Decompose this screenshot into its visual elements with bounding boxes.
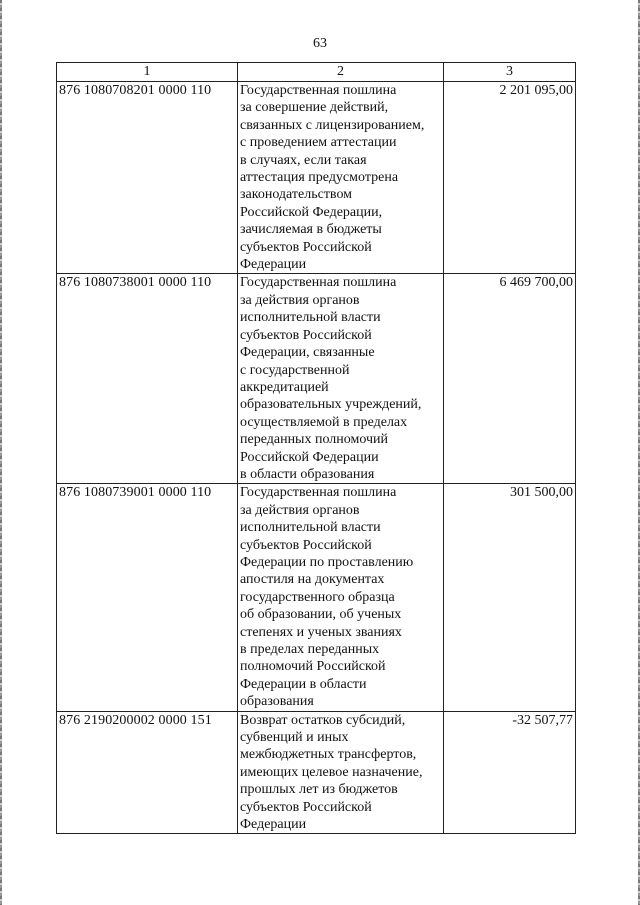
row-code: 876 1080708201 0000 110 bbox=[57, 82, 238, 274]
table-row bbox=[57, 274, 576, 484]
column-header-3: 3 bbox=[444, 63, 576, 82]
scan-edge-left bbox=[0, 0, 2, 905]
row-amount: 2 201 095,00 bbox=[444, 82, 576, 274]
row-amount: 301 500,00 bbox=[444, 484, 576, 711]
table-header-row bbox=[57, 63, 576, 82]
row-amount: -32 507,77 bbox=[444, 711, 576, 834]
row-code: 876 1080739001 0000 110 bbox=[57, 484, 238, 711]
row-code: 876 1080738001 0000 110 bbox=[57, 274, 238, 484]
row-name: Возврат остатков субсидий, субвенций и иных межбюджетных трансфертов, имеющих целевое назначение, прошлых лет из бюджетов субъектов Российской Федерации bbox=[238, 711, 444, 834]
table-row bbox=[57, 82, 576, 274]
column-header-2: 2 bbox=[238, 63, 444, 82]
table-row bbox=[57, 484, 576, 711]
column-header-1: 1 bbox=[57, 63, 238, 82]
row-name: Государственная пошлина за совершение действий, связанных с лицензированием, с проведением аттестации в случаях, если такая аттестация предусмотрена законодательством Российской Федерации, зачисляемая в бюджеты субъектов Российской Федерации bbox=[238, 82, 444, 274]
page-number: 63 bbox=[313, 36, 327, 51]
row-code: 876 2190200002 0000 151 bbox=[57, 711, 238, 834]
row-name: Государственная пошлина за действия органов исполнительной власти субъектов Российской Федерации по проставлению апостиля на документах государственного образца об образовании, об ученых степенях и ученых званиях в пределах переданных полномочий Российской Федерации в области образования bbox=[238, 484, 444, 711]
budget-table bbox=[56, 62, 576, 834]
row-amount: 6 469 700,00 bbox=[444, 274, 576, 484]
table-row bbox=[57, 711, 576, 834]
row-name: Государственная пошлина за действия органов исполнительной власти субъектов Российской Федерации, связанные с государственной аккредитацией образовательных учреждений, осуществляемой в пределах переданных полномочий Российской Федерации в области образования bbox=[238, 274, 444, 484]
